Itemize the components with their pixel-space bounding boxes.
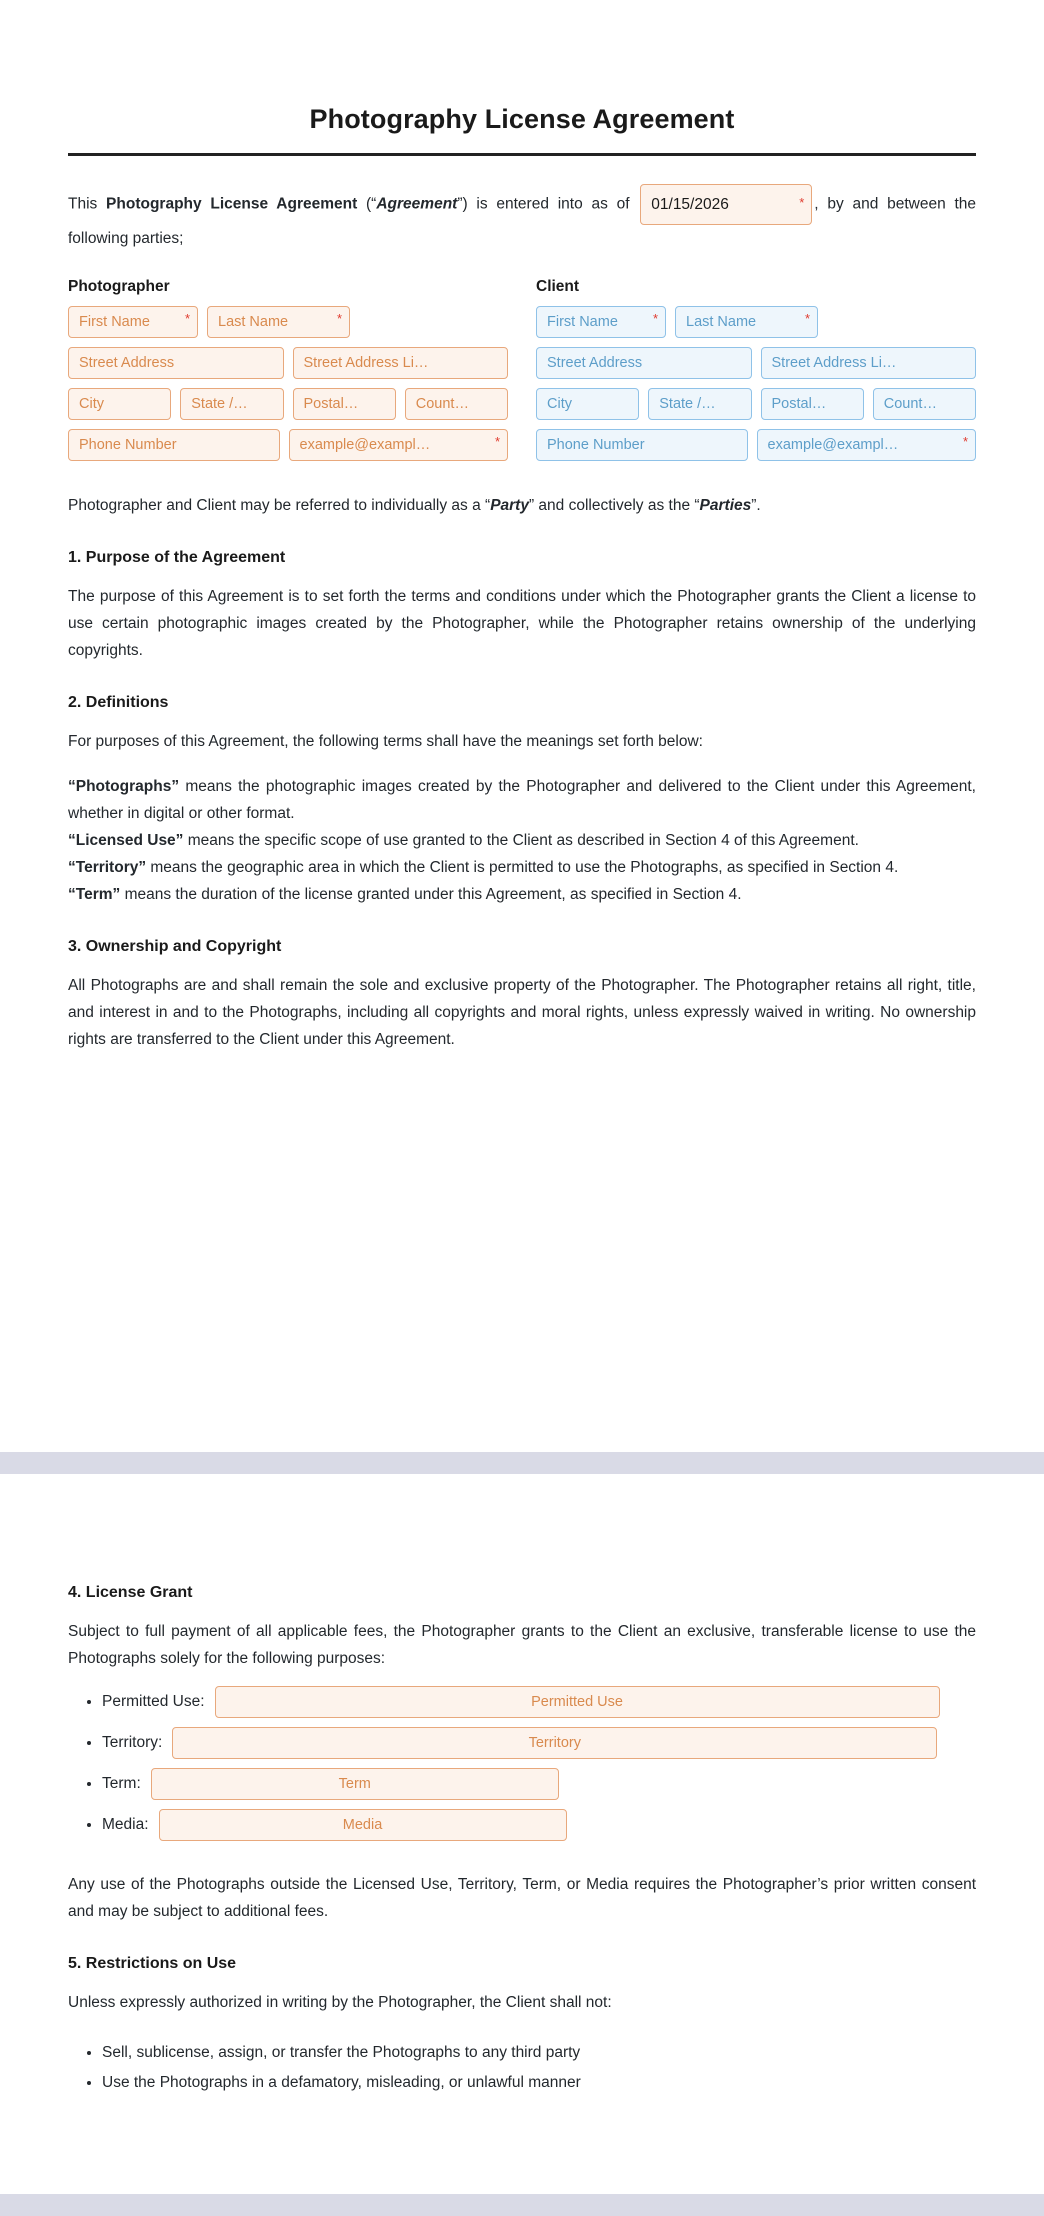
page-2-top-margin — [68, 1496, 976, 1584]
photographer-phone-input[interactable] — [68, 429, 280, 461]
parties-note-parties: Parties — [699, 497, 752, 514]
parties-section — [68, 278, 976, 470]
intro-text-mid2: ”) is entered into as of — [457, 195, 639, 213]
photographer-city-placeholder: City — [79, 396, 104, 412]
parties-note-mid: ” and collectively as the “ — [528, 497, 700, 514]
client-street-address-input[interactable] — [536, 347, 752, 379]
photographer-last-name-input[interactable] — [207, 306, 350, 338]
restrictions-list — [68, 2038, 976, 2098]
client-first-name-input[interactable] — [536, 306, 666, 338]
list-item — [102, 1727, 976, 1759]
required-asterisk: * — [336, 311, 342, 326]
photographer-column — [68, 278, 508, 470]
parties-note-pre: Photographer and Client may be referred to individually as a “ — [68, 497, 491, 514]
client-contact-row — [536, 429, 976, 461]
required-asterisk: * — [962, 434, 968, 449]
definition-photographs-text: means the photographic images created by the Photographer and delivered to the Client under this Agreement, whether in digital or other format. — [68, 778, 976, 822]
client-column — [536, 278, 976, 470]
list-item — [102, 1809, 976, 1841]
media-input[interactable]: Media — [159, 1809, 567, 1841]
parties-note — [68, 492, 976, 519]
client-first-name-placeholder: First Name — [547, 314, 618, 330]
photographer-city-input[interactable] — [68, 388, 171, 420]
section-4-lead: Subject to full payment of all applicable fees, the Photographer grants to the Client an exclusive, transferable license to use the Photographs solely for the following purposes: — [68, 1623, 976, 1667]
photographer-email-input[interactable] — [289, 429, 509, 461]
client-state-input[interactable] — [648, 388, 751, 420]
definitions-list — [68, 773, 976, 908]
term-label: • Term: — [102, 1775, 141, 1792]
page-separator — [0, 1452, 1044, 1474]
definition-territory-text: means the geographic area in which the Client is permitted to use the Photographs, as specified in Section 4. — [146, 859, 899, 876]
client-city-placeholder: City — [547, 396, 572, 412]
photographer-postal-input[interactable] — [293, 388, 396, 420]
territory-input[interactable]: Territory — [172, 1727, 937, 1759]
photographer-postal-placeholder: Postal… — [303, 396, 359, 412]
term-input[interactable]: Term — [151, 1768, 559, 1800]
permitted-use-input[interactable]: Permitted Use — [215, 1686, 940, 1718]
client-street-row — [536, 347, 976, 379]
definition-territory-term: “Territory” — [68, 859, 147, 876]
client-street-address-2-placeholder: Street Address Li… — [771, 355, 897, 371]
intro-text-mid: (“ — [357, 195, 377, 213]
photographer-name-row — [68, 306, 508, 338]
section-4-heading: 4. License Grant — [68, 1584, 193, 1601]
client-email-input[interactable] — [757, 429, 977, 461]
photographer-last-name-placeholder: Last Name — [218, 314, 289, 330]
territory-label: • Territory: — [102, 1734, 163, 1751]
photographer-email-placeholder: example@exampl… — [299, 437, 431, 453]
photographer-country-input[interactable] — [405, 388, 508, 420]
parties-note-party: Party — [490, 497, 529, 514]
section-4-after: Any use of the Photographs outside the Licensed Use, Territory, Term, or Media requires the Photographer’s prior written consent and may be subject to additional fees. — [68, 1876, 976, 1920]
permitted-use-label: • Permitted Use: — [102, 1693, 205, 1710]
agreement-date-input[interactable] — [640, 184, 812, 225]
required-asterisk: * — [184, 311, 190, 326]
client-last-name-placeholder: Last Name — [686, 314, 757, 330]
client-country-input[interactable] — [873, 388, 976, 420]
list-item — [102, 1686, 976, 1718]
section-3-body: All Photographs are and shall remain the sole and exclusive property of the Photographer. The Photographer retains all right, title, and interest in and to the Photographs, including all copyrights and moral rights, unless expressly waived in writing. No ownership rights are transferred to the Client under this Agreement. — [68, 977, 976, 1048]
intro-text-post: , by and between the following parties; — [68, 195, 976, 247]
intro-paragraph — [68, 184, 976, 252]
section-5-heading: 5. Restrictions on Use — [68, 1955, 237, 1972]
photographer-street-row — [68, 347, 508, 379]
definition-term-text: means the duration of the license granted under this Agreement, as specified in Section 4. — [120, 886, 742, 903]
license-grant-fields — [68, 1686, 976, 1841]
definition-licensed-use — [68, 827, 976, 854]
required-asterisk: * — [804, 311, 810, 326]
section-1-heading: 1. Purpose of the Agreement — [68, 549, 286, 566]
photographer-heading: Photographer — [68, 278, 170, 295]
section-2-lead: For purposes of this Agreement, the following terms shall have the meanings set forth below: — [68, 733, 703, 750]
intro-text-pre: This — [68, 195, 107, 213]
definition-territory — [68, 854, 976, 881]
client-city-input[interactable] — [536, 388, 639, 420]
photographer-country-placeholder: Count… — [415, 396, 469, 412]
section-5-lead: Unless expressly authorized in writing by the Photographer, the Client shall not: — [68, 1994, 612, 2011]
client-phone-placeholder: Phone Number — [547, 437, 645, 453]
definition-term — [68, 881, 976, 908]
list-item: • Use the Photographs in a defamatory, misleading, or unlawful manner — [102, 2068, 976, 2098]
client-heading: Client — [536, 278, 580, 295]
definition-photographs — [68, 773, 976, 827]
definition-photographs-term: “Photographs” — [68, 778, 180, 795]
client-email-placeholder: example@exampl… — [767, 437, 899, 453]
client-phone-input[interactable] — [536, 429, 748, 461]
list-item — [102, 1768, 976, 1800]
client-postal-input[interactable] — [761, 388, 864, 420]
title-divider — [68, 153, 976, 156]
photographer-city-row — [68, 388, 508, 420]
client-last-name-input[interactable] — [675, 306, 818, 338]
intro-agreement-bold: Photography License Agreement — [106, 195, 358, 213]
photographer-contact-row — [68, 429, 508, 461]
client-country-placeholder: Count… — [883, 396, 937, 412]
required-asterisk: * — [494, 434, 500, 449]
photographer-first-name-placeholder: First Name — [79, 314, 150, 330]
required-asterisk: * — [799, 195, 805, 210]
media-label: • Media: — [102, 1816, 149, 1833]
client-state-placeholder: State /… — [659, 396, 716, 412]
photographer-street-address-2-placeholder: Street Address Li… — [303, 355, 429, 371]
photographer-street-address-input[interactable] — [68, 347, 284, 379]
definition-licensed-use-text: means the specific scope of use granted to the Client as described in Section 4 of this Agreement. — [183, 832, 859, 849]
photographer-street-address-2-input[interactable] — [293, 347, 509, 379]
list-item: • Sell, sublicense, assign, or transfer the Photographs to any third party — [102, 2038, 976, 2068]
client-name-row — [536, 306, 976, 338]
photographer-street-address-placeholder: Street Address — [79, 355, 175, 371]
client-city-row — [536, 388, 976, 420]
page-title: Photography License Agreement — [309, 104, 735, 134]
document-page-2 — [0, 1474, 1044, 2194]
agreement-date-value: 01/15/2026 — [651, 196, 729, 213]
client-postal-placeholder: Postal… — [771, 396, 827, 412]
required-asterisk: * — [652, 311, 658, 326]
intro-agreement-italic: Agreement — [376, 195, 458, 213]
definition-licensed-use-term: “Licensed Use” — [68, 832, 184, 849]
photographer-state-input[interactable] — [180, 388, 283, 420]
photographer-first-name-input[interactable] — [68, 306, 198, 338]
photographer-phone-placeholder: Phone Number — [79, 437, 177, 453]
client-street-address-placeholder: Street Address — [547, 355, 643, 371]
client-street-address-2-input[interactable] — [761, 347, 977, 379]
section-3-heading: 3. Ownership and Copyright — [68, 938, 282, 955]
section-2-heading: 2. Definitions — [68, 694, 169, 711]
photographer-state-placeholder: State /… — [191, 396, 248, 412]
parties-note-post: ”. — [751, 497, 761, 514]
section-1-body: The purpose of this Agreement is to set forth the terms and conditions under which the Photographer grants the Client a license to use certain photographic images created by the Photographer, while the Photographer retains ownership of the underlying copyrights. — [68, 588, 976, 659]
definition-term-term: “Term” — [68, 886, 121, 903]
